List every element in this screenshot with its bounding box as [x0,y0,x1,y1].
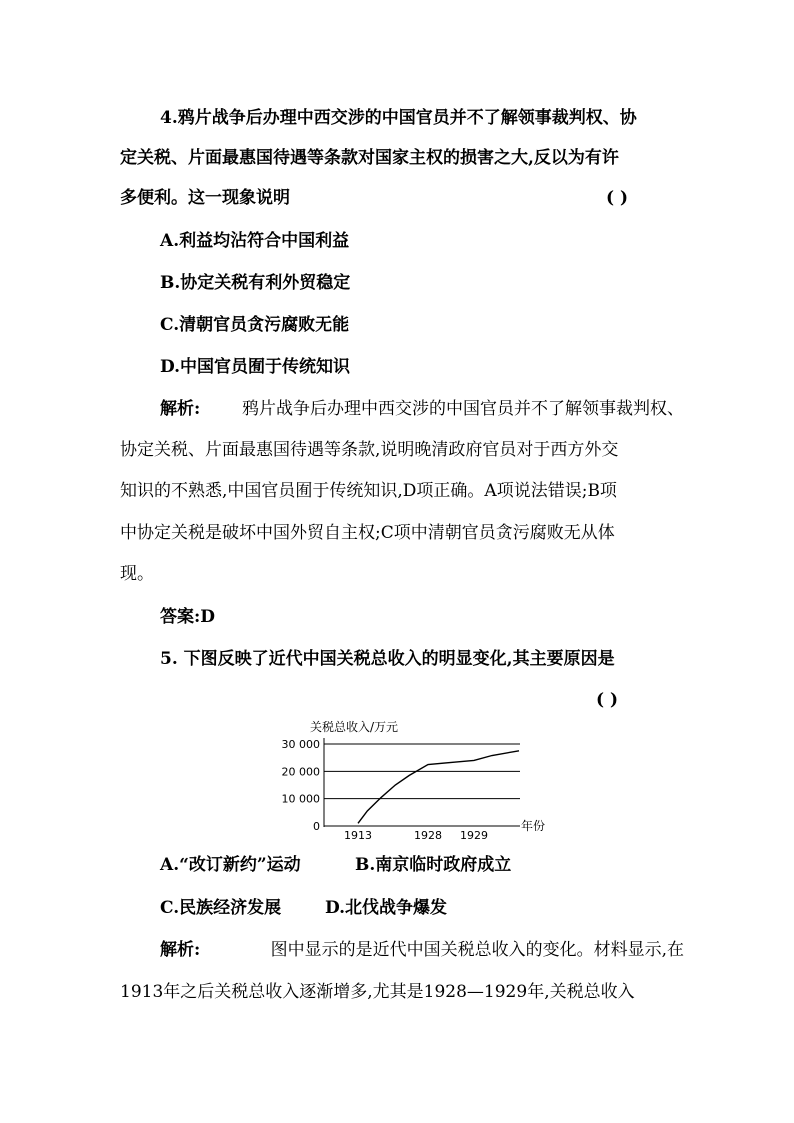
y-tick-label: 0 [313,820,320,833]
q4-text-line-1: 4.鸦片战争后办理中西交涉的中国官员并不了解领事裁判权、协 [160,108,637,128]
q5-analysis-line-2: 1913年之后关税总收入逐渐增多,尤其是1928—1929年,关税总收入 [120,982,635,1002]
tariff-revenue-chart [270,712,570,842]
q4-analysis-line-2: 协定关税、片面最惠国待遇等条款,说明晚清政府官员对于西方外交 [120,440,619,460]
q4-option-c: C.清朝官员贪污腐败无能 [160,315,350,335]
q5-option-a: A.“改订新约”运动 [160,855,301,875]
q4-answer-paren: ( ) [606,188,629,208]
y-tick-label: 20 000 [281,765,320,779]
y-tick-label: 10 000 [281,792,320,806]
q5-question: 5. 下图反映了近代中国关税总收入的明显变化,其主要原因是 [160,649,615,669]
q4-option-a: A.利益均沾符合中国利益 [160,231,350,251]
q5-analysis-label: 解析: [160,940,201,960]
q4-text-line-3: 多便利。这一现象说明 [120,188,290,208]
q4-analysis-line-3: 知识的不熟悉,中国官员囿于传统知识,D项正确。A项说法错误;B项 [120,481,617,501]
q4-answer: 答案:D [160,607,216,627]
q4-analysis-line-4: 中协定关税是破坏中国外贸自主权;C项中清朝官员贪污腐败无从体 [120,523,615,543]
y-tick-label: 30 000 [281,738,320,751]
q5-analysis-text: 图中显示的是近代中国关税总收入的变化。材料显示,在 [270,940,684,960]
x-tick-label: 1928 [414,829,442,842]
chart-ylabel: 关税总收入/万元 [310,720,399,734]
q4-option-b: B.协定关税有利外贸稳定 [160,273,351,293]
q5-option-c: C.民族经济发展 [160,898,282,918]
q5-answer-paren: ( ) [596,690,619,710]
q4-analysis-line-1 [160,397,684,421]
q4-analysis-label: 解析: [160,399,201,419]
q4-text-line-2: 定关税、片面最惠国待遇等条款对国家主权的损害之大,反以为有许 [120,148,619,168]
q5-analysis-line-1 [160,938,684,962]
chart-x-ticks [344,829,488,842]
x-tick-label: 1929 [460,829,488,842]
series-line-tariff-revenue [358,751,519,824]
q5-option-d: D.北伐战争爆发 [325,898,448,918]
x-tick-label: 1913 [344,829,372,842]
chart-gridlines [324,744,520,799]
q5-option-b: B.南京临时政府成立 [355,855,512,875]
chart-xlabel: 年份 [521,819,546,833]
q4-option-d: D.中国官员囿于传统知识 [160,357,351,377]
q4-analysis-text: 鸦片战争后办理中西交涉的中国官员并不了解领事裁判权、 [242,399,684,419]
q4-analysis-line-5: 现。 [120,564,154,584]
chart-y-ticks [282,738,321,833]
